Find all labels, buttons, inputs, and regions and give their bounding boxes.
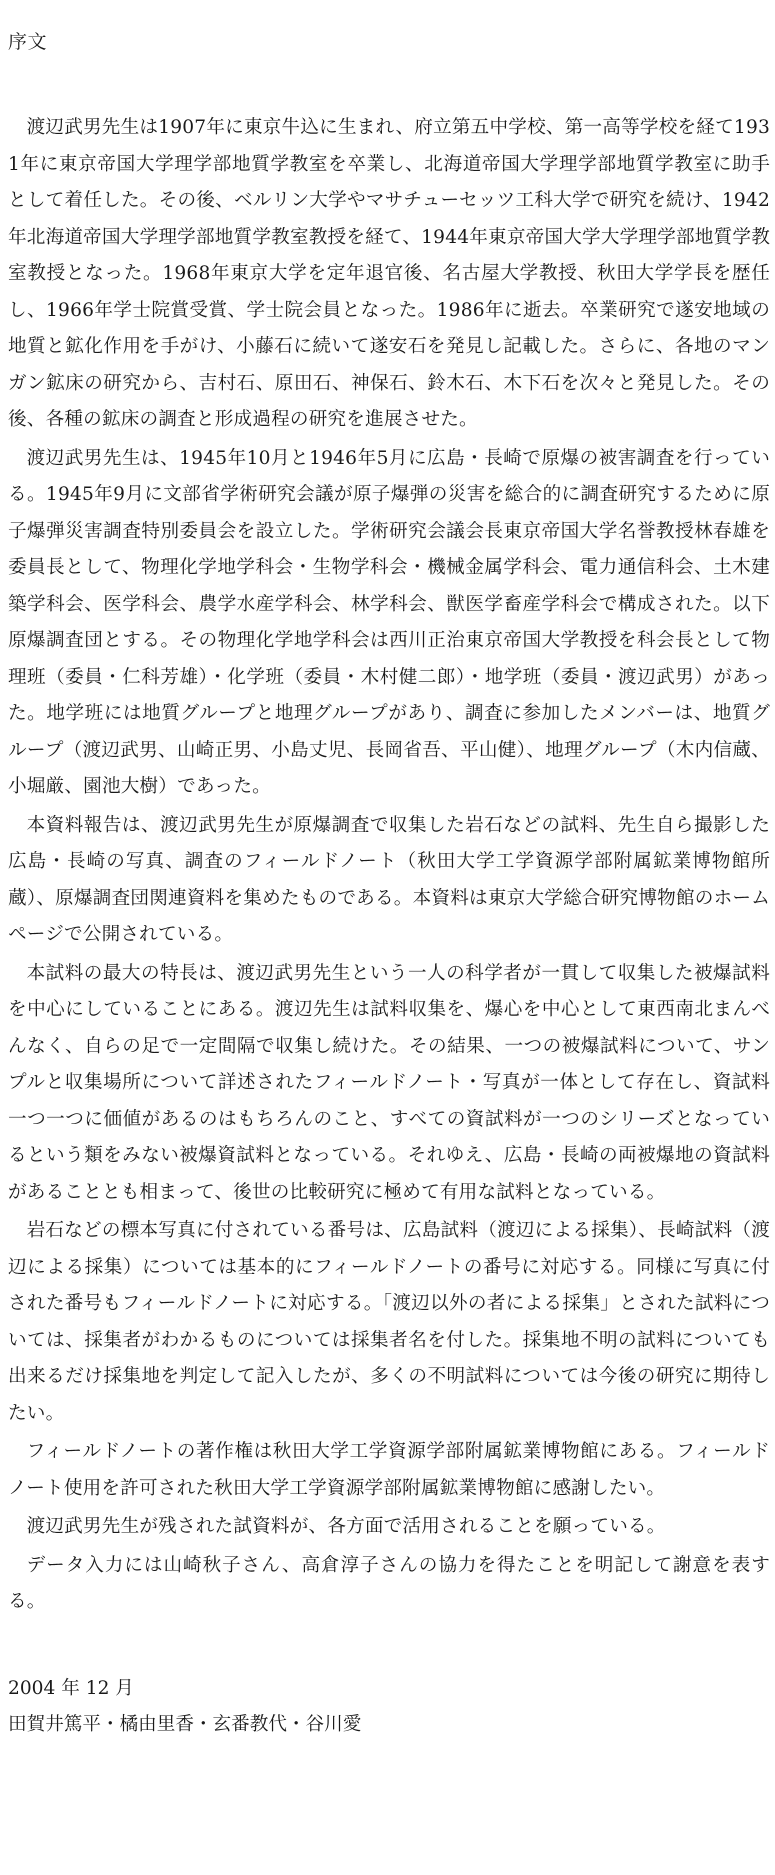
document-date: 2004 年 12 月 (8, 1677, 134, 1699)
paragraph-7: 渡辺武男先生が残された試資料が、各方面で活用されることを願っている。 (26, 1516, 666, 1537)
paragraph-5: 岩石などの標本写真に付されている番号は、広島試料（渡辺による採集）、長崎試料（渡辺による採集）については基本的にフィールドノートの番号に対応する。同様に写真に付された番号もフィールドノートに対応する。「渡辺以外の者による採集」とされた試料については、採集者がわかるものについては採集者名を付した。採集地不明の試料についても出来るだけ採集地を判定して記入したが、多くの不明試料については今後の研究に期待したい。 (8, 1220, 770, 1424)
closing-block (8, 1671, 770, 1743)
paragraph-2: 渡辺武男先生は、1945年10月と1946年5月に広島・長崎で原爆の被害調査を行っている。1945年9月に文部省学術研究会議が原子爆弾の災害を総合的に調査研究するために原子爆弾災害調査特別委員会を設立した。学術研究会議会長東京帝国大学名誉教授林春雄を委員長として、物理化学地学科会・生物学科会・機械金属学科会、電力通信科会、土木建築学科会、医学科会、農学水産学科会、林学科会、獣医学畜産学科会で構成された。以下原爆調査団とする。その物理化学地学科会は西川正治東京帝国大学教授を科会長として物理班（委員・仁科芳雄）・化学班（委員・木村健二郎）・地学班（委員・渡辺武男）があった。地学班には地質グループと地理グループがあり、調査に参加したメンバーは、地質グループ（渡辺武男、山崎正男、小島丈児、長岡省吾、平山健）、地理グループ（木内信蔵、小堀厳、園池大樹）であった。 (8, 447, 770, 797)
paragraph-4: 本試料の最大の特長は、渡辺武男先生という一人の科学者が一貫して収集した被爆試料を中心にしていることにある。渡辺先生は試料収集を、爆心を中心として東西南北まんべんなく、自らの足で一定間隔で収集し続けた。その結果、一つの被爆試料について、サンプルと収集場所について詳述されたフィールドノート・写真が一体として存在し、資試料一つ一つに価値があるのはもちろんのこと、すべての資試料が一つのシリーズとなっているという類をみない被爆資試料となっている。それゆえ、広島・長崎の両被爆地の資試料があることとも相まって、後世の比較研究に極めて有用な試料となっている。 (8, 962, 770, 1203)
paragraph-8: データ入力には山崎秋子さん、高倉淳子さんの協力を得たことを明記して謝意を表する。 (8, 1554, 770, 1612)
paragraph-3: 本資料報告は、渡辺武男先生が原爆調査で収集した岩石などの試料、先生自ら撮影した広島・長崎の写真、調査のフィールドノート（秋田大学工学資源学部附属鉱業博物館所蔵）、原爆調査団関連資料を集めたものである。本資料は東京大学総合研究博物館のホームページで公開されている。 (8, 814, 770, 945)
document-page (8, 28, 770, 1743)
paragraph-1: 渡辺武男先生は1907年に東京牛込に生まれ、府立第五中学校、第一高等学校を経て1931年に東京帝国大学理学部地質学教室を卒業し、北海道帝国大学理学部地質学教室に助手として着任した。その後、ベルリン大学やマサチューセッツ工科大学で研究を続け、1942年北海道帝国大学理学部地質学教室教授を経て、1944年東京帝国大学大学理学部地質学教室教授となった。1968年東京大学を定年退官後、名古屋大学教授、秋田大学学長を歴任し、1966年学士院賞受賞、学士院会員となった。1986年に逝去。卒業研究で遂安地域の地質と鉱化作用を手がけ、小藤石に続いて遂安石を発見し記載した。さらに、各地のマンガン鉱床の研究から、吉村石、原田石、神保石、鈴木石、木下石を次々と発見した。その後、各種の鉱床の調査と形成過程の研究を進展させた。 (8, 117, 770, 430)
paragraph-6: フィールドノートの著作権は秋田大学工学資源学部附属鉱業博物館にある。フィールドノート使用を許可された秋田大学工学資源学部附属鉱業博物館に感謝したい。 (8, 1441, 770, 1499)
page-title: 序文 (8, 31, 48, 53)
document-authors: 田賀井篤平・橘由里香・玄番教代・谷川愛 (8, 1713, 362, 1735)
